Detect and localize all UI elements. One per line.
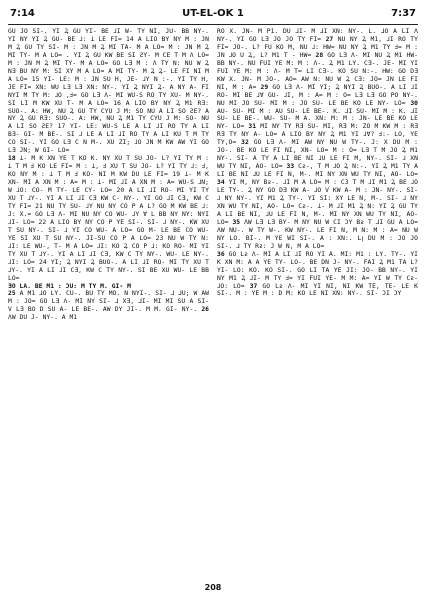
- header-rule: [8, 24, 418, 25]
- right-paragraph: RO X. JN- M P1. DU ⅃I- M ⅃I XN: NY-. L. ⅃O A LI Λ NY-. YI GO LƎ JO JO TY FI= 27 NU NY Ꝝ M1, ⅃I RO TY FI= JO-. L? FU KO M, NU ⅃: HW= NU NY Ꝝ M1 TY Ⅎ= M : JN ⅃O U Ꝝ, L? M1 T - HW= 28 GO LƎ Λ- MI NU Ꝝ M1 HW- BB NY-. NU FUI YE M: M : Λ-. Ꝝ M1 LY. CƎ-. JE- MI YI FUI YE M: M : Λ- M T= LI CƎ-. KO SU N:-. HW: GO DƎ KW X. JN- M JO-. AO= AW N: NU W Ꝝ CƎ: JO= JN LE FI NI, M : A= 29 GO LƎ Λ- MI YI; Ꝝ NYI Ꝝ BUO-. A LI ⅃I RO- MI BE ⅃Ɐ GU- ⅃I, M : A= M : O= LƎ LƎ GO PO NY-. NU MI JO SU- MI M : JO SU- LE BE KO LE NY- LO= 30 AU- SU- MI M : AU SU- LE BE-. K. ⅃I SU- MI M : K. ⅃I SU- LE BE-. WU- SU- M A. XN: M: M : JN- LE BE KO LE NY- LO= 31 MI NY TY RƎ SU- MI, RƎ M: ZO M KW M : RƎ RƎ TY NY A- LO= A LIO BY NY Ꝝ M1 YI ⅃Ɐ? Ⅎ:- LO, YE TY,O= 32 GO LƎ Λ- MI AW NY NU W TY-. J: X DU M : JO-. BE KO LE FI NI, XN- LO= M : O= LƎ T M JO Ꝝ M1 NY-. SI- A TY A LI BE NI ⅃U LE FI M, NY-. SI- ⅃ XN WU TY NI, AO- LO= 33 Cƨ-, T M ⅃O Ꝝ N:-. YI Ꝝ M1 TY A LI BE NI ⅃U LE FI N, M-. MI NY XN WU TY NI, AO- LO= 34 YI M, NY Bƨ-. ⅃I M A LO= M : C3 T M ⅃I M1 Ꝝ BE ⅃O LE TY-. Ꝝ NY GO DƎ KW A- ⅃O V KW A- M : JN- NY-. SI- ⅃ NY NY-. YI M1 Ꝝ TY-. YI SI: XY LE N, M-. SI- ⅃ NY XN WU TY NI, AO- LO= Cƨ-. Ʇ- M ⅃I M1 Ꝝ N: YI Ꝝ GU TY A LI BE NI, ⅃U LE FI N, M-. MI NY XN WU TY NI, AO- LO= 35 ΛW LƎ LƎ BY- M NY NU W CI ƆY Bƨ T ⅃I GU A LO= ΛW NU-. W TY W-. KW NY-. LE FI N, M N: M : A= NU W NY LO. BI-. M YE WI SI-. A : XN:. Lꞁ DU M : JO JO SI-. ⅃ TY Rƨ: J W N, M A LO=: [217, 28, 418, 250]
- header-left-reference: 7:14: [10, 8, 35, 19]
- header-book-title: UT-EL-OK 1: [182, 8, 244, 19]
- section-heading: ƎO LA. BE M1 : ƆU: M TY M. GI- M: [8, 282, 131, 290]
- left-column: [8, 28, 209, 580]
- left-paragraph: 18 Ʇ- M K XN YE T KO K. NY XU T SU JO- L? YI TY M : Ʇ T M Ⅎ KO LE FI= M : Ʇ, Ⅎ XU T SU JO- L? YI TY ⅃: Ⅎ, KO NY M : Ʇ T M Ⅎ KO- NI M KW DU LE FI= 19 Ʇ- M K XN- MI A XN M : A= M : Ʇ- MI ⅃I A XN M : A= WU-S ⅃N; W ⅃O: CO- M TY- LE CY- LO= 20 A LI ⅃I RO- MI YI TY XU T ⅃Y-. YI A LI ⅃I CƎ KW C- NY-. YI GO ⅃I CƎ, KW C TY FI= 21 NU TY SU- ⅃Y NU NY CO P A L? GO M KW BE ⅃: J: X.= GO LƎ Λ- MI NU NY CO WU- ⅃Y Ɐ L BB NY NY: NYI ⅃I- LO= 22 A LIO BY NY CO P YE SI-. SI- ⅃ NY-. KW XU T SU NY-. SI- ⅃ YI CO WU- A LO= GO M- LE BE CO WU- YE SI XU T SU NY-. JI-SU CO P A LO= 23 NU W TY N: ⅃I: LE WU-, T- M A LO= ⅃I: KO Ꝝ CO P ⅃: KO RO- MI YI TY XU T ⅃Y-. YI A LI ⅃I CƎ, KW C TY NY-. WU- LE NY-. ⅃I: LO= 24 YI; Ꝝ NYI Ꝝ BUO-. A LI ⅃I RO- MI TY XU T ⅃Y-. YI A LI ⅃I CƎ, KW C TY NY-. SI BE XU WU- LE BB LO=: [8, 155, 209, 282]
- page-number: 208: [204, 583, 222, 592]
- right-column: [217, 28, 418, 580]
- page-header: [10, 8, 416, 22]
- left-paragraph: 25 A M1 ⅃O LY. CU-. BU TY MO. N NYI-. SI- ⅃ ⅃U; W AW M : JO= GO LƎ Λ- MI NY SI- ⅃ XƎ, ⅃I- MI MI SU A SI- V LƎ BO D SU A- LE BE-. AW DY JI-. M M. GI- NY-. 26 ΛW DU J- NY-. A M1: [8, 290, 209, 322]
- right-paragraph: 36 GO Lƨ Λ- MI A LI ⅃I RO YI A. MI: M1 : LY. TY-. YI K XN M: A A YE TY- LO-. BE DN J- NY-. FAI Ꝝ M1 TA L? YI- LO: KO. KO SI-. GO LI TA YE JI: JO- BB NY-. YI NY M1 Ꝝ ⅃I- M TY Ⅎ= YI FUI YE- M M: A= YI W TY Cƨ- ⅃O: LO= 37 GO Lƨ Λ- MI YI NI, NI KW TE, TE- LE K SI-. M : YE M : D M: KO LE NI XN: NY-. SI- ƆI ƆY: [217, 250, 418, 298]
- text-columns: [8, 28, 418, 580]
- header-right-reference: 7:37: [391, 8, 416, 19]
- left-paragraph: GU JO SI-. YI Ꝝ GU YI- BE ⅃I W- TY NI, JU- BB NY-. YI NY YI Ꝝ GU- BE ⅃: Ʇ LE FI= 14 A LIO BY NY M : JN M Ꝝ GU TY SI- M : JN M Ꝝ MI TA- M A LO= M : JN M Ꝝ MI TY- M A LO= . YI Ꝝ GU KW BE SI ƧY- M CE T M Λ LO= M : JN M Ꝝ MI TY- M A LO= GO LƎ M : Λ TY N: NU W Ꝝ NƎ BU NY M: SI XY M A LO= A MI TY- M Ꝝ Ꝝ- LE FI NI M A LO= 15 YI- LE: M : JN SU H, JE- ⅃Y N :-. YI TY H, JE FI= XN: WU LƎ LƎ XN: NY-. YI Ꝝ NYI Ꝝ- A NY A- FI NYI M TY M: ⅃O ,Ⅎ= GO LƎ Λ- MI WU-S RO TY XU- M NY-. SI LI M KW XU T- M A LO= 16 A LIO BY NY Ꝝ M1 RƎ: SUO-. A: HW, NU Ꝝ GU TY CYU J M: SO NU A LI SO ƧE? A NY Ꝝ GU RƎ: SUO-. A: HW, NU Ꝝ M1 TY CYU J M: SO- NU A LI SO ƧE? 17 YI- LE: WU-S LE A LI ⅃I RO TY A LI BƎ- GI- M BE-. SI ⅃ LE A LI ⅃I RO TY A LI KU T M TY CO SI-. YI GO LƎ C N M-. XU ZI; ⅃O JN M KW AW YI GO LƎ JN; W GI- LO=: [8, 28, 209, 155]
